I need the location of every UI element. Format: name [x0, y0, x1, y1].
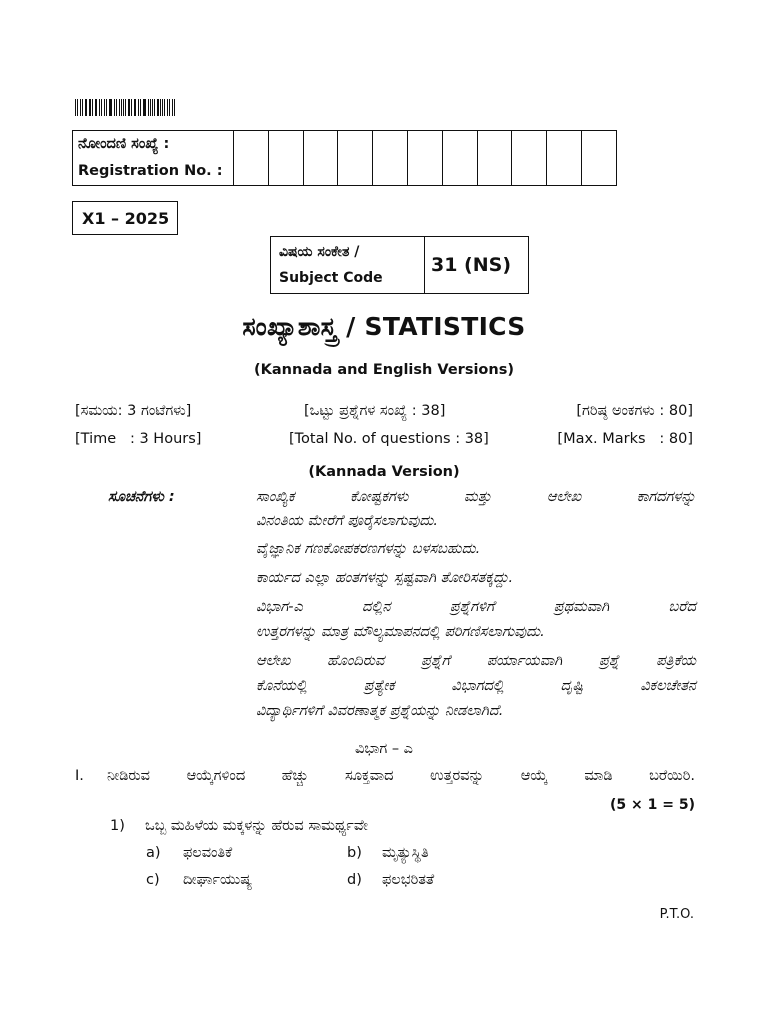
barcode: [75, 99, 176, 116]
kannada-version-heading: (Kannada Version): [308, 464, 460, 480]
option-text: ಫಲವಂತಿಕೆ: [183, 845, 233, 861]
instructions-label: ಸೂಚನೆಗಳು :: [108, 489, 175, 505]
registration-digit-box[interactable]: [338, 131, 373, 186]
registration-digit-box[interactable]: [581, 131, 616, 186]
instruction-line: ವೈಜ್ಞಾನಿಕ ಗಣಕೋಪಕರಣಗಳನ್ನು ಬಳಸಬಹುದು.: [256, 541, 481, 557]
instruction-line: ಕೊನೆಯಲ್ಲಿ ಪ್ರತ್ಯೇಕ ವಿಭಾಗದಲ್ಲಿ ದೃಷ್ಟಿ ವಿಕಲಚೇತನ: [256, 678, 696, 694]
registration-digit-box[interactable]: [512, 131, 547, 186]
page-turn-note: P.T.O.: [659, 907, 694, 922]
registration-digit-box[interactable]: [234, 131, 269, 186]
subject-code-label-english: Subject Code: [279, 270, 383, 286]
questions-kannada: [ಒಟ್ಟು ಪ್ರಶ್ನೆಗಳ ಸಂಖ್ಯೆ : 38]: [304, 403, 446, 419]
instruction-line: ವಿದ್ಯಾರ್ಥಿಗಳಿಗೆ ವಿವರಣಾತ್ಮಕ ಪ್ರಶ್ನೆಯನ್ನು ನೀಡಲಾಗಿದೆ.: [256, 703, 504, 719]
registration-label-english: Registration No. :: [78, 163, 223, 179]
question-text: ಒಬ್ಬ ಮಹಿಳೆಯ ಮಕ್ಕಳನ್ನು ಹೆರುವ ಸಾಮರ್ಥ್ಯವೇ: [145, 818, 368, 834]
part-heading: ವಿಭಾಗ – ಎ: [355, 741, 413, 757]
registration-digit-box[interactable]: [442, 131, 477, 186]
option-letter: d): [347, 872, 362, 888]
question-number: 1): [110, 818, 125, 834]
question-block-instruction: ನೀಡಿರುವ ಆಯ್ಕೆಗಳಿಂದ ಹೆಚ್ಚು ಸೂಕ್ತವಾದ ಉತ್ತರವನ್ನು ಆಯ್ಕೆ ಮಾಡಿ ಬರೆಯಿರಿ.: [107, 768, 695, 784]
subject-code-value: 31 (NS): [425, 237, 529, 294]
registration-digit-box[interactable]: [373, 131, 408, 186]
registration-digit-box[interactable]: [547, 131, 582, 186]
registration-digit-box[interactable]: [477, 131, 512, 186]
registration-digit-box[interactable]: [268, 131, 303, 186]
marks-english: [Max. Marks : 80]: [557, 431, 693, 447]
versions-note: (Kannada and English Versions): [254, 362, 514, 378]
time-english: [Time : 3 Hours]: [75, 431, 202, 447]
questions-english: [Total No. of questions : 38]: [289, 431, 489, 447]
paper-title: ಸಂಖ್ಯಾಶಾಸ್ತ್ರ / STATISTICS: [242, 312, 526, 341]
subject-code-label: [271, 237, 425, 294]
registration-label: [73, 131, 234, 186]
option-text: ಫಲಭರಿತತೆ: [382, 872, 435, 888]
instruction-line: ವಿಭಾಗ-ಎ ದಲ್ಲಿನ ಪ್ರಶ್ನೆಗಳಿಗೆ ಪ್ರಥಮವಾಗಿ ಬರೆದ: [256, 599, 696, 615]
instruction-line: ಕಾರ್ಯದ ಎಲ್ಲಾ ಹಂತಗಳನ್ನು ಸ್ಪಷ್ಟವಾಗಿ ತೋರಿಸತಕ್ಕದ್ದು.: [256, 570, 514, 586]
instruction-line: ವಿನಂತಿಯ ಮೇರೆಗೆ ಪೂರೈಸಲಾಗುವುದು.: [256, 513, 438, 529]
subject-code-table: [270, 236, 529, 294]
marks-kannada: [ಗರಿಷ್ಠ ಅಂಕಗಳು : 80]: [576, 403, 693, 419]
instruction-line: ಸಾಂಖ್ಯಿಕ ಕೋಷ್ಟಕಗಳು ಮತ್ತು ಆಲೇಖ ಕಾಗದಗಳನ್ನು: [256, 489, 696, 505]
registration-digit-box[interactable]: [303, 131, 338, 186]
option-letter: a): [146, 845, 161, 861]
option-text: ಮೃತ್ಯುಸ್ಥಿತಿ: [382, 845, 429, 861]
question-block-number: I.: [75, 768, 84, 784]
instruction-line: ಆಲೇಖ ಹೊಂದಿರುವ ಪ್ರಶ್ನೆಗೆ ಪರ್ಯಾಯವಾಗಿ ಪ್ರಶ್ನೆ ಪತ್ರಿಕೆಯ: [256, 653, 696, 669]
option-text: ದೀರ್ಘಾಯುಷ್ಯ: [183, 872, 253, 888]
time-kannada: [ಸಮಯ: 3 ಗಂಟೆಗಳು]: [75, 403, 192, 419]
registration-digit-box[interactable]: [407, 131, 442, 186]
registration-label-kannada: ನೋಂದಣಿ ಸಂಖ್ಯೆ :: [78, 136, 170, 152]
question-block-marks: (5 × 1 = 5): [610, 797, 695, 813]
exam-code-box: X1 – 2025: [72, 201, 178, 235]
instruction-line: ಉತ್ತರಗಳನ್ನು ಮಾತ್ರ ಮೌಲ್ಯಮಾಪನದಲ್ಲಿ ಪರಿಗಣಿಸಲಾಗುವುದು.: [256, 624, 545, 640]
option-letter: b): [347, 845, 362, 861]
registration-table: [72, 130, 617, 186]
subject-code-label-kannada: ವಿಷಯ ಸಂಕೇತ /: [279, 244, 360, 260]
option-letter: c): [146, 872, 160, 888]
